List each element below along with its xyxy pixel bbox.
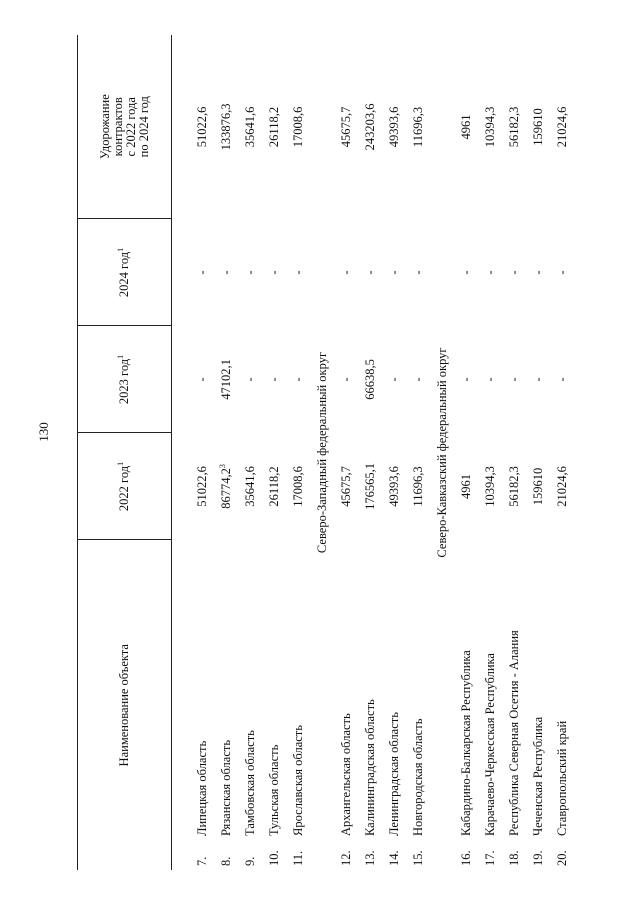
value-2024: - <box>531 270 545 275</box>
row-number: 10. <box>267 850 281 866</box>
table-row <box>378 35 402 870</box>
footnote-mark: 3 <box>217 464 227 469</box>
table-row <box>450 35 474 870</box>
value-2022: 159610 <box>531 467 545 506</box>
value-2023: - <box>387 377 401 382</box>
value-2024: - <box>267 270 281 275</box>
value-2022: 21024,6 <box>555 466 569 507</box>
table-body <box>172 35 571 870</box>
value-cost-increase: 35641,6 <box>243 106 257 148</box>
region-name: Архангельская область <box>339 713 353 836</box>
value-2023: - <box>243 377 257 382</box>
page-number: 130 <box>36 422 51 442</box>
row-number: 11. <box>291 850 305 866</box>
header-2022: 2022 год$^1$ <box>78 433 172 540</box>
table-row <box>234 35 258 870</box>
value-2023: 66638,5 <box>363 359 377 400</box>
value-2023: - <box>267 377 281 382</box>
value-2022: 86774,2$^3$ <box>217 464 233 509</box>
value-2022: 45675,7 <box>339 466 353 507</box>
value-cost-increase: 56182,3 <box>507 106 521 148</box>
value-2024: - <box>195 270 209 275</box>
row-number: 12. <box>339 850 353 866</box>
value-2022: 4961 <box>459 473 473 499</box>
value-cost-increase: 11696,3 <box>411 106 425 148</box>
value-2022: 26118,2 <box>267 466 281 507</box>
table-row <box>522 35 546 870</box>
header-name: Наименование объекта <box>78 540 172 870</box>
region-name: Калининградская область <box>363 699 377 836</box>
value-2023: 47102,1 <box>219 359 233 400</box>
value-2022: 10394,3 <box>483 466 497 507</box>
value-2023: - <box>555 377 569 382</box>
row-number: 17. <box>483 850 497 866</box>
value-2022: 176565,1 <box>363 463 377 510</box>
value-2022: 51022,6 <box>195 466 209 507</box>
section-north-caucasus <box>426 35 450 870</box>
row-number: 14. <box>387 850 401 866</box>
table-row <box>282 35 306 870</box>
row-number: 13. <box>363 850 377 866</box>
region-name: Ленинградская область <box>387 712 401 836</box>
value-2022: 11696,3 <box>411 466 425 507</box>
section-title: Северо-Кавказский федеральный округ <box>435 347 449 558</box>
region-name: Ярославская область <box>291 725 305 836</box>
value-2024: - <box>219 270 233 275</box>
row-number: 15. <box>411 850 425 866</box>
header-2023: 2023 год$^1$ <box>78 326 172 433</box>
value-2024: - <box>291 270 305 275</box>
value-2024: - <box>483 270 497 275</box>
value-2023: - <box>411 377 425 382</box>
region-name: Карачаево-Черкесская Республика <box>483 653 497 836</box>
header-cost-increase: Удорожание контрактов с 2022 года по 2024 год <box>78 35 172 219</box>
table-row <box>354 35 378 870</box>
region-name: Ставропольский край <box>555 720 569 836</box>
value-2024: - <box>411 270 425 275</box>
value-2024: - <box>363 270 377 275</box>
table-row <box>210 35 234 870</box>
value-2024: - <box>459 270 473 275</box>
value-2024: - <box>243 270 257 275</box>
row-number: 9. <box>243 856 257 866</box>
value-2023: - <box>507 377 521 382</box>
region-name: Новгородская область <box>411 718 425 836</box>
value-cost-increase: 26118,2 <box>267 106 281 148</box>
spacer-row <box>172 35 187 870</box>
row-number: 16. <box>459 850 473 866</box>
row-number: 20. <box>555 850 569 866</box>
value-2023: - <box>531 377 545 382</box>
row-number: 18. <box>507 850 521 866</box>
value-2023: - <box>195 377 209 382</box>
value-2022: 17008,6 <box>291 466 305 507</box>
value-cost-increase: 17008,6 <box>291 106 305 148</box>
value-2022: 35641,6 <box>243 466 257 507</box>
value-2023: - <box>459 377 473 382</box>
header-2024: 2024 год$^1$ <box>78 219 172 326</box>
value-cost-increase: 243203,6 <box>363 103 377 151</box>
table-header-row <box>78 35 172 870</box>
region-name: Рязанская область <box>219 739 233 836</box>
contracts-table <box>77 35 570 870</box>
value-2022: 49393,6 <box>387 466 401 507</box>
value-cost-increase: 133876,3 <box>219 103 233 151</box>
region-name: Республика Северная Осетия - Алания <box>507 630 521 836</box>
value-2023: - <box>291 377 305 382</box>
section-northwest <box>306 35 330 870</box>
region-name: Кабардино-Балкарская Республика <box>459 650 473 836</box>
value-cost-increase: 45675,7 <box>339 106 353 148</box>
value-2023: - <box>339 377 353 382</box>
value-2023: - <box>483 377 497 382</box>
value-2024: - <box>555 270 569 275</box>
value-cost-increase: 4961 <box>459 114 473 140</box>
table-row <box>402 35 426 870</box>
value-2024: - <box>387 270 401 275</box>
value-2024: - <box>507 270 521 275</box>
row-number: 19. <box>531 850 545 866</box>
region-name: Липецкая область <box>195 740 209 836</box>
value-cost-increase: 10394,3 <box>483 106 497 148</box>
table-row <box>186 35 210 870</box>
section-title: Северо-Западный федеральный округ <box>315 351 329 554</box>
table-row <box>258 35 282 870</box>
value-2024: - <box>339 270 353 275</box>
rotated-table-container <box>77 35 569 870</box>
region-name: Чеченская Республика <box>531 716 545 836</box>
table-row <box>546 35 570 870</box>
spacer-cell <box>172 35 187 870</box>
table-row <box>330 35 354 870</box>
value-cost-increase: 159610 <box>531 108 545 146</box>
value-2022: 56182,3 <box>507 466 521 507</box>
value-cost-increase: 49393,6 <box>387 106 401 148</box>
row-number: 8. <box>219 856 233 866</box>
value-cost-increase: 21024,6 <box>555 106 569 148</box>
table-row <box>474 35 498 870</box>
table-row <box>498 35 522 870</box>
value-cost-increase: 51022,6 <box>195 106 209 148</box>
region-name: Тамбовская область <box>243 730 257 836</box>
row-number: 7. <box>195 856 209 866</box>
region-name: Тульская область <box>267 744 281 836</box>
